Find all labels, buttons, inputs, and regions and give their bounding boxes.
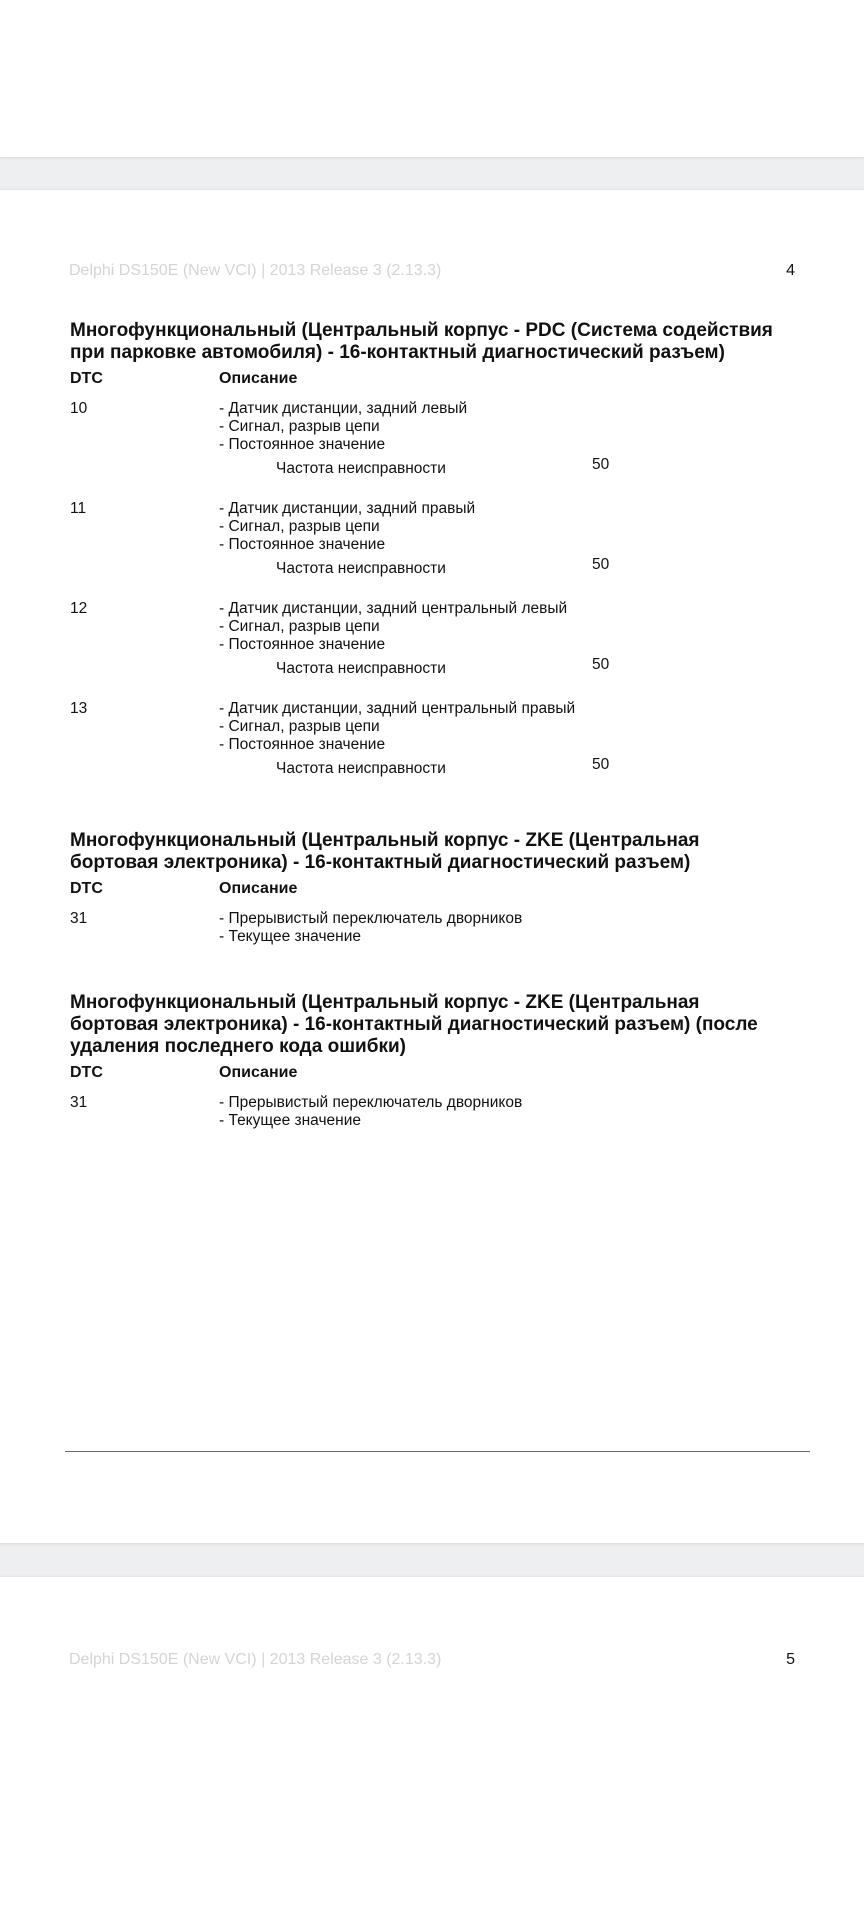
dtc-entry [70, 400, 800, 480]
section-title [70, 992, 800, 1058]
section-title-line: Многофункциональный (Центральный корпус - ZKE (Центральная [70, 830, 700, 851]
dtc-description [219, 1094, 800, 1130]
description-line: - Постоянное значение [219, 736, 386, 753]
document-page-5 [0, 1577, 864, 1920]
dtc-entry [70, 500, 800, 580]
column-headers [70, 1064, 800, 1084]
page-number: 4 [786, 262, 795, 279]
description-line: - Датчик дистанции, задний правый [219, 500, 476, 517]
section-title-line: бортовая электроника) - 16-контактный диагностический разъем) [70, 852, 691, 873]
description-line: - Сигнал, разрыв цепи [219, 418, 380, 435]
section-title [70, 320, 800, 364]
dtc-code: 31 [70, 1094, 88, 1111]
description-line: - Текущее значение [219, 1112, 361, 1129]
fault-frequency-value: 50 [592, 656, 610, 673]
dtc-code: 10 [70, 400, 88, 417]
description-column-header: Описание [219, 1064, 298, 1081]
section-title-line: при парковке автомобиля) - 16-контактный диагностический разъем) [70, 342, 725, 363]
description-line: - Датчик дистанции, задний центральный левый [219, 600, 568, 617]
dtc-entry [70, 1094, 800, 1130]
description-column-header: Описание [219, 370, 298, 387]
fault-frequency-value: 50 [592, 556, 610, 573]
description-line: - Сигнал, разрыв цепи [219, 518, 380, 535]
dtc-description [219, 500, 800, 554]
dtc-code: 12 [70, 600, 88, 617]
dtc-entry [70, 700, 800, 780]
section-title-line: бортовая электроника) - 16-контактный диагностический разъем) (после [70, 1014, 758, 1035]
dtc-code: 13 [70, 700, 88, 717]
column-headers [70, 370, 800, 390]
dtc-description [219, 700, 800, 754]
fault-frequency-value: 50 [592, 456, 610, 473]
dtc-description [219, 600, 800, 654]
section-title-line: удаления последнего кода ошибки) [70, 1036, 406, 1057]
description-line: - Постоянное значение [219, 636, 386, 653]
fault-frequency-label: Частота неисправности [276, 760, 446, 777]
description-line: - Прерывистый переключатель дворников [219, 910, 523, 927]
section-zke-after-clear [70, 992, 800, 1130]
page-number: 5 [786, 1651, 795, 1668]
dtc-code: 31 [70, 910, 88, 927]
fault-frequency-label: Частота неисправности [276, 560, 446, 577]
fault-frequency-label: Частота неисправности [276, 460, 446, 477]
dtc-column-header: DTC [70, 1064, 103, 1081]
dtc-description [219, 400, 800, 454]
section-title [70, 830, 800, 874]
fault-frequency [70, 556, 800, 580]
dtc-column-header: DTC [70, 880, 103, 897]
description-line: - Датчик дистанции, задний левый [219, 400, 468, 417]
dtc-entry [70, 910, 800, 946]
dtc-description [219, 910, 800, 946]
description-line: - Постоянное значение [219, 436, 386, 453]
fault-frequency-value: 50 [592, 756, 610, 773]
section-title-line: Многофункциональный (Центральный корпус - ZKE (Центральная [70, 992, 700, 1013]
fault-frequency [70, 656, 800, 680]
description-line: - Сигнал, разрыв цепи [219, 718, 380, 735]
footer-divider [65, 1451, 810, 1452]
document-info: Delphi DS150E (New VCI) | 2013 Release 3 (2.13.3) [69, 1651, 442, 1668]
description-line: - Текущее значение [219, 928, 361, 945]
dtc-code: 11 [70, 500, 87, 517]
description-line: - Сигнал, разрыв цепи [219, 618, 380, 635]
document-info: Delphi DS150E (New VCI) | 2013 Release 3 (2.13.3) [69, 262, 442, 279]
description-line: - Прерывистый переключатель дворников [219, 1094, 523, 1111]
section-zke [70, 830, 800, 946]
fault-frequency [70, 756, 800, 780]
section-pdc [70, 320, 800, 780]
section-title-line: Многофункциональный (Центральный корпус - PDC (Система содействия [70, 320, 773, 341]
column-headers [70, 880, 800, 900]
fault-frequency [70, 456, 800, 480]
description-line: - Датчик дистанции, задний центральный правый [219, 700, 576, 717]
dtc-entry [70, 600, 800, 680]
document-page-4 [0, 190, 864, 1543]
fault-frequency-label: Частота неисправности [276, 660, 446, 677]
previous-page [0, 0, 864, 157]
dtc-column-header: DTC [70, 370, 103, 387]
description-column-header: Описание [219, 880, 298, 897]
description-line: - Постоянное значение [219, 536, 386, 553]
